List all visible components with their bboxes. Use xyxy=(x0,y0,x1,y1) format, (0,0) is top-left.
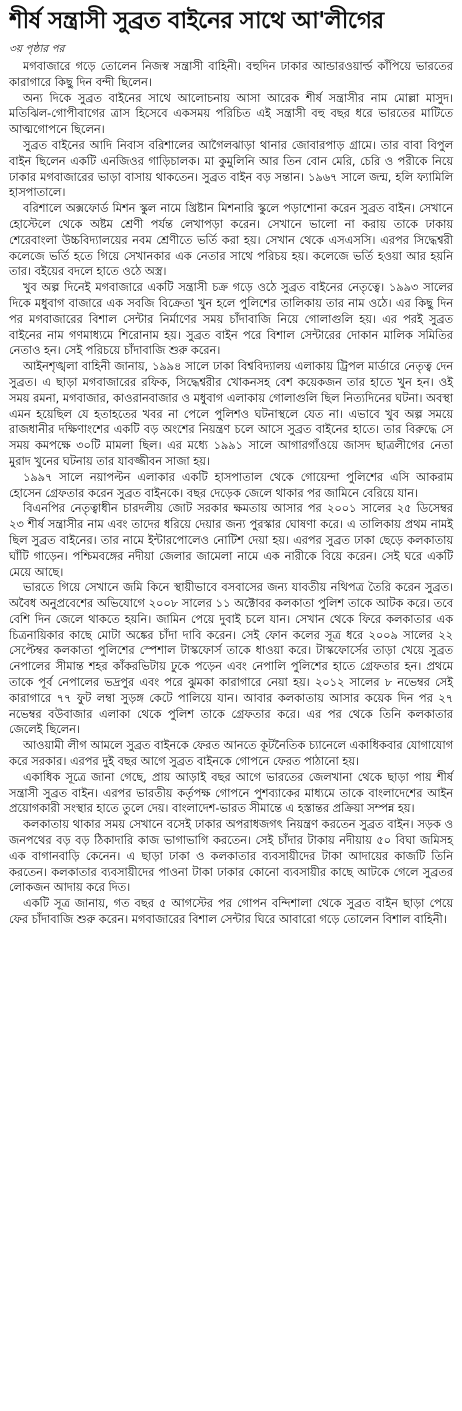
paragraph: একটি সূত্র জানায়, গত বছর ৫ আগস্টের পর গোপন বন্দিশালা থেকে সুব্রত বাইন ছাড়া পেয়ে ফের চাঁদাবাজি শুরু করেন। মগবাজারের বিশাল সেন্টার ঘিরে আবারো গড়ে তোলেন বিশাল বাহিনী। xyxy=(9,897,453,927)
paragraph: বিএনপির নেতৃত্বাধীন চারদলীয় জোট সরকার ক্ষমতায় আসার পর ২০০১ সালের ২৫ ডিসেম্বর ২৩ শীর্ষ সন্ত্রাসীর নাম এবং তাদের ধরিয়ে দেয়ার জন্য পুরস্কার ঘোষণা করে। এ তালিকায় প্রথম নামই ছিল সুব্রত বাইনের। তার নামে ইন্টারপোলেও নোটিশ দেয়া হয়। এরপর সুব্রত ঢাকা ছেড়ে কলকাতায় ঘাঁটি গাড়েন। পশ্চিমবঙ্গের নদীয়া জেলার জামেলা নামে এক নারীকে বিয়ে করেন। সেই ঘরে একটি মেয়ে আছে। xyxy=(9,502,453,579)
paragraph: সুব্রত বাইনের আদি নিবাস বরিশালের আগৈলঝাড়া থানার জোবারপাড় গ্রামে। তার বাবা বিপুল বাইন ছিলেন একটি এনজিওর গাড়িচালক। মা কুমুলিনি আর তিন বোন মেরি, চেরি ও পরীকে নিয়ে ঢাকার মগবাজারের ভাড়া বাসায় থাকতেন। সুব্রত বাইন বড় সন্তান। ১৯৬৭ সালে জন্ম, হলি ফ্যামিলি হাসপাতালে। xyxy=(9,138,453,200)
paragraph: কলকাতায় থাকার সময় সেখানে বসেই ঢাকার অপরাধজগৎ নিয়ন্ত্রণ করতেন সুব্রত বাইন। সড়ক ও জনপথের বড় বড় ঠিকাদারি কাজ ভাগাভাগি করতেন। সেই চাঁদার টাকায় নদীয়ায় ৫০ বিঘা জমিসহ এক বাগানবাড়ি কেনেন। এ ছাড়া ঢাকা ও কলকাতার ব্যবসায়ীদের টাকা আদায়ের কাজটি তিনি করতেন। কলকাতার ব্যবসায়ীদের পাওনা টাকা ঢাকার কোনো ব্যবসায়ীর কাছে আটকে গেলে সুব্রতর লোকজন আদায় করে দিত। xyxy=(9,818,453,895)
headline: শীর্ষ সন্ত্রাসী সুব্রত বাইনের সাথে আ'লীগের xyxy=(9,8,384,34)
paragraph: মগবাজারে গড়ে তোলেন নিজস্ব সন্ত্রাসী বাহিনী। বহুদিন ঢাকার আন্ডারওয়ার্ল্ড কাঁপিয়ে ভারতের কারাগারে কিছু দিন বন্দী ছিলেন। xyxy=(9,60,453,89)
paragraph: ১৯৯৭ সালে নয়াপল্টন এলাকার একটি হাসপাতাল থেকে গোয়েন্দা পুলিশের এসি আকরাম হোসেন গ্রেফতার করেন সুব্রত বাইনকে। বছর দেড়েক জেলে থাকার পর জামিনে বেরিয়ে যান। xyxy=(9,470,453,500)
paragraph: আইনশৃঙ্খলা বাহিনী জানায়, ১৯৯৪ সালে ঢাকা বিশ্ববিদ্যালয় এলাকায় ট্রিপল মার্ডারে নেতৃত্ব দেন সুব্রত। এ ছাড়া মগবাজারের রফিক, সিদ্ধেশ্বরীর খোকনসহ বেশ কয়েকজন তার হাতে খুন হন। ওই সময় রমনা, মগবাজার, কাওরানবাজার ও মধুবাগ এলাকায় গোলাগুলি ছিল নিত্যদিনের ঘটনা। অবস্থা এমন হয়েছিল যে হতাহতের খবর না পেলে পুলিশও ঘটনাস্থলে যেত না। এভাবে খুব অল্প সময়ে রাজধানীর দক্ষিণাংশের একটি বড় অংশের নিয়ন্ত্রণ চলে আসে সুব্রত বাইনের হাতে। তার বিরুদ্ধে সে সময় কমপক্ষে ৩০টি মামলা ছিল। এর মধ্যে ১৯৯১ সালে আগারগাঁওয়ে জাসদ ছাত্রলীগের নেতা মুরাদ খুনের ঘটনায় তার যাবজ্জীবন সাজা হয়। xyxy=(9,360,453,468)
paragraph: বরিশালে অক্সফোর্ড মিশন স্কুল নামে খ্রিষ্টান মিশনারি স্কুলে পড়াশোনা করেন সুব্রত বাইন। সেখানে হোস্টেলে থেকে অষ্টম শ্রেণী পর্যন্ত লেখাপড়া করেন। সেখানে ভালো না করায় তাকে ঢাকায় শেরেবাংলা উচ্চবিদ্যালয়ের নবম শ্রেণীতে ভর্তি করা হয়। সেখান থেকে এসএসসি। এরপর সিদ্ধেশ্বরী কলেজে ভর্তি হতে গিয়ে সেখানকার এক নেতার সাথে পরিচয় হয়। কলেজে ভর্তি হওয়া আর হয়নি তার। বইয়ের বদলে হাতে ওঠে অস্ত্র। xyxy=(9,202,453,279)
paragraph: আওয়ামী লীগ আমলে সুব্রত বাইনকে ফেরত আনতে কূটনৈতিক চ্যানেলে একাধিকবার যোগাযোগ করে সরকার। এরপর দুই বছর আগে সুব্রত বাইনকে গোপনে ফেরত পাঠানো হয়। xyxy=(9,739,453,769)
paragraph: খুব অল্প দিনেই মগবাজারে একটি সন্ত্রাসী চক্র গড়ে ওঠে সুব্রত বাইনের নেতৃত্বে। ১৯৯৩ সালের দিকে মধুবাগ বাজারে এক সবজি বিক্রেতা খুন হলে পুলিশের তালিকায় তার নাম ওঠে। এর কিছু দিন পর মগবাজারের বিশাল সেন্টার নির্মাণের সময় চাঁদাবাজি নিয়ে গোলাগুলি হয়। এর পরই সুব্রত বাইনের নাম গণমাধ্যমে শিরোনাম হয়। সুব্রত বাইন পরে বিশাল সেন্টারের দোকান মালিক সমিতির নেতাও হন। সেই পরিচয়ে চাঁদাবাজি শুরু করেন। xyxy=(9,281,453,358)
paragraph: ভারতে গিয়ে সেখানে জমি কিনে স্থায়ীভাবে বসবাসের জন্য যাবতীয় নথিপত্র তৈরি করেন সুব্রত। অবৈধ অনুপ্রবেশের অভিযোগে ২০০৮ সালের ১১ অক্টোবর কলকাতা পুলিশ তাকে আটক করে। তবে বেশি দিন জেলে থাকতে হয়নি। জামিন পেয়ে দুবাই চলে যান। সেখান থেকে ফিরে কলকাতার এক চিত্রনায়িকার কাছে মোটা অঙ্কের চাঁদা দাবি করেন। সেই ফোন কলের সূত্র ধরে ২০০৯ সালের ২২ সেপ্টেম্বর কলকাতা পুলিশের স্পেশাল টাস্কফোর্স তাকে ধাওয়া করে। টাস্কফোর্সের তাড়া খেয়ে সুব্রত নেপালের সীমান্ত শহর কাঁকরভিটায় ঢুকে পড়েন এবং নেপালি পুলিশের হাতে গ্রেফতার হন। প্রথমে তাকে পূর্ব নেপালের ভদ্রপুর এবং পরে ঝুমকা কারাগারে নেয়া হয়। ২০১২ সালের ৮ নভেম্বর সেই কারাগারে ৭৭ ফুট লম্বা সুড়ঙ্গ কেটে পালিয়ে যান। আবার কলকাতায় আসার কয়েক দিন পর ২৭ নভেম্বর বউবাজার এলাকা থেকে পুলিশ তাকে গ্রেফতার করে। এর পর থেকে তিনি কলকাতার জেলেই ছিলেন। xyxy=(9,581,453,737)
continued-from-note: ৩য় পৃষ্ঠার পর xyxy=(9,43,65,55)
article-body xyxy=(9,59,453,928)
paragraph: অন্য দিকে সুব্রত বাইনের সাথে আলোচনায় আসা আরেক শীর্ষ সন্ত্রাসীর নাম মোল্লা মাসুদ। মতিঝিল-গোপীবাগের ত্রাস হিসেবে একসময় পরিচিত এই সন্ত্রাসী বহু বছর ধরে ভারতের মাটিতে আত্মগোপনে ছিলেন। xyxy=(9,91,453,137)
paragraph: একাধিক সূত্রে জানা গেছে, প্রায় আড়াই বছর আগে ভারতের জেলখানা থেকে ছাড়া পায় শীর্ষ সন্ত্রাসী সুব্রত বাইন। এরপর ভারতীয় কর্তৃপক্ষ গোপনে পুশব্যাকের মাধ্যমে তাকে বাংলাদেশের আইন প্রয়োগকারী সংস্থার হাতে তুলে দেয়। বাংলাদেশ-ভারত সীমান্তে এ হস্তান্তর প্রক্রিয়া সম্পন্ন হয়। xyxy=(9,770,453,816)
